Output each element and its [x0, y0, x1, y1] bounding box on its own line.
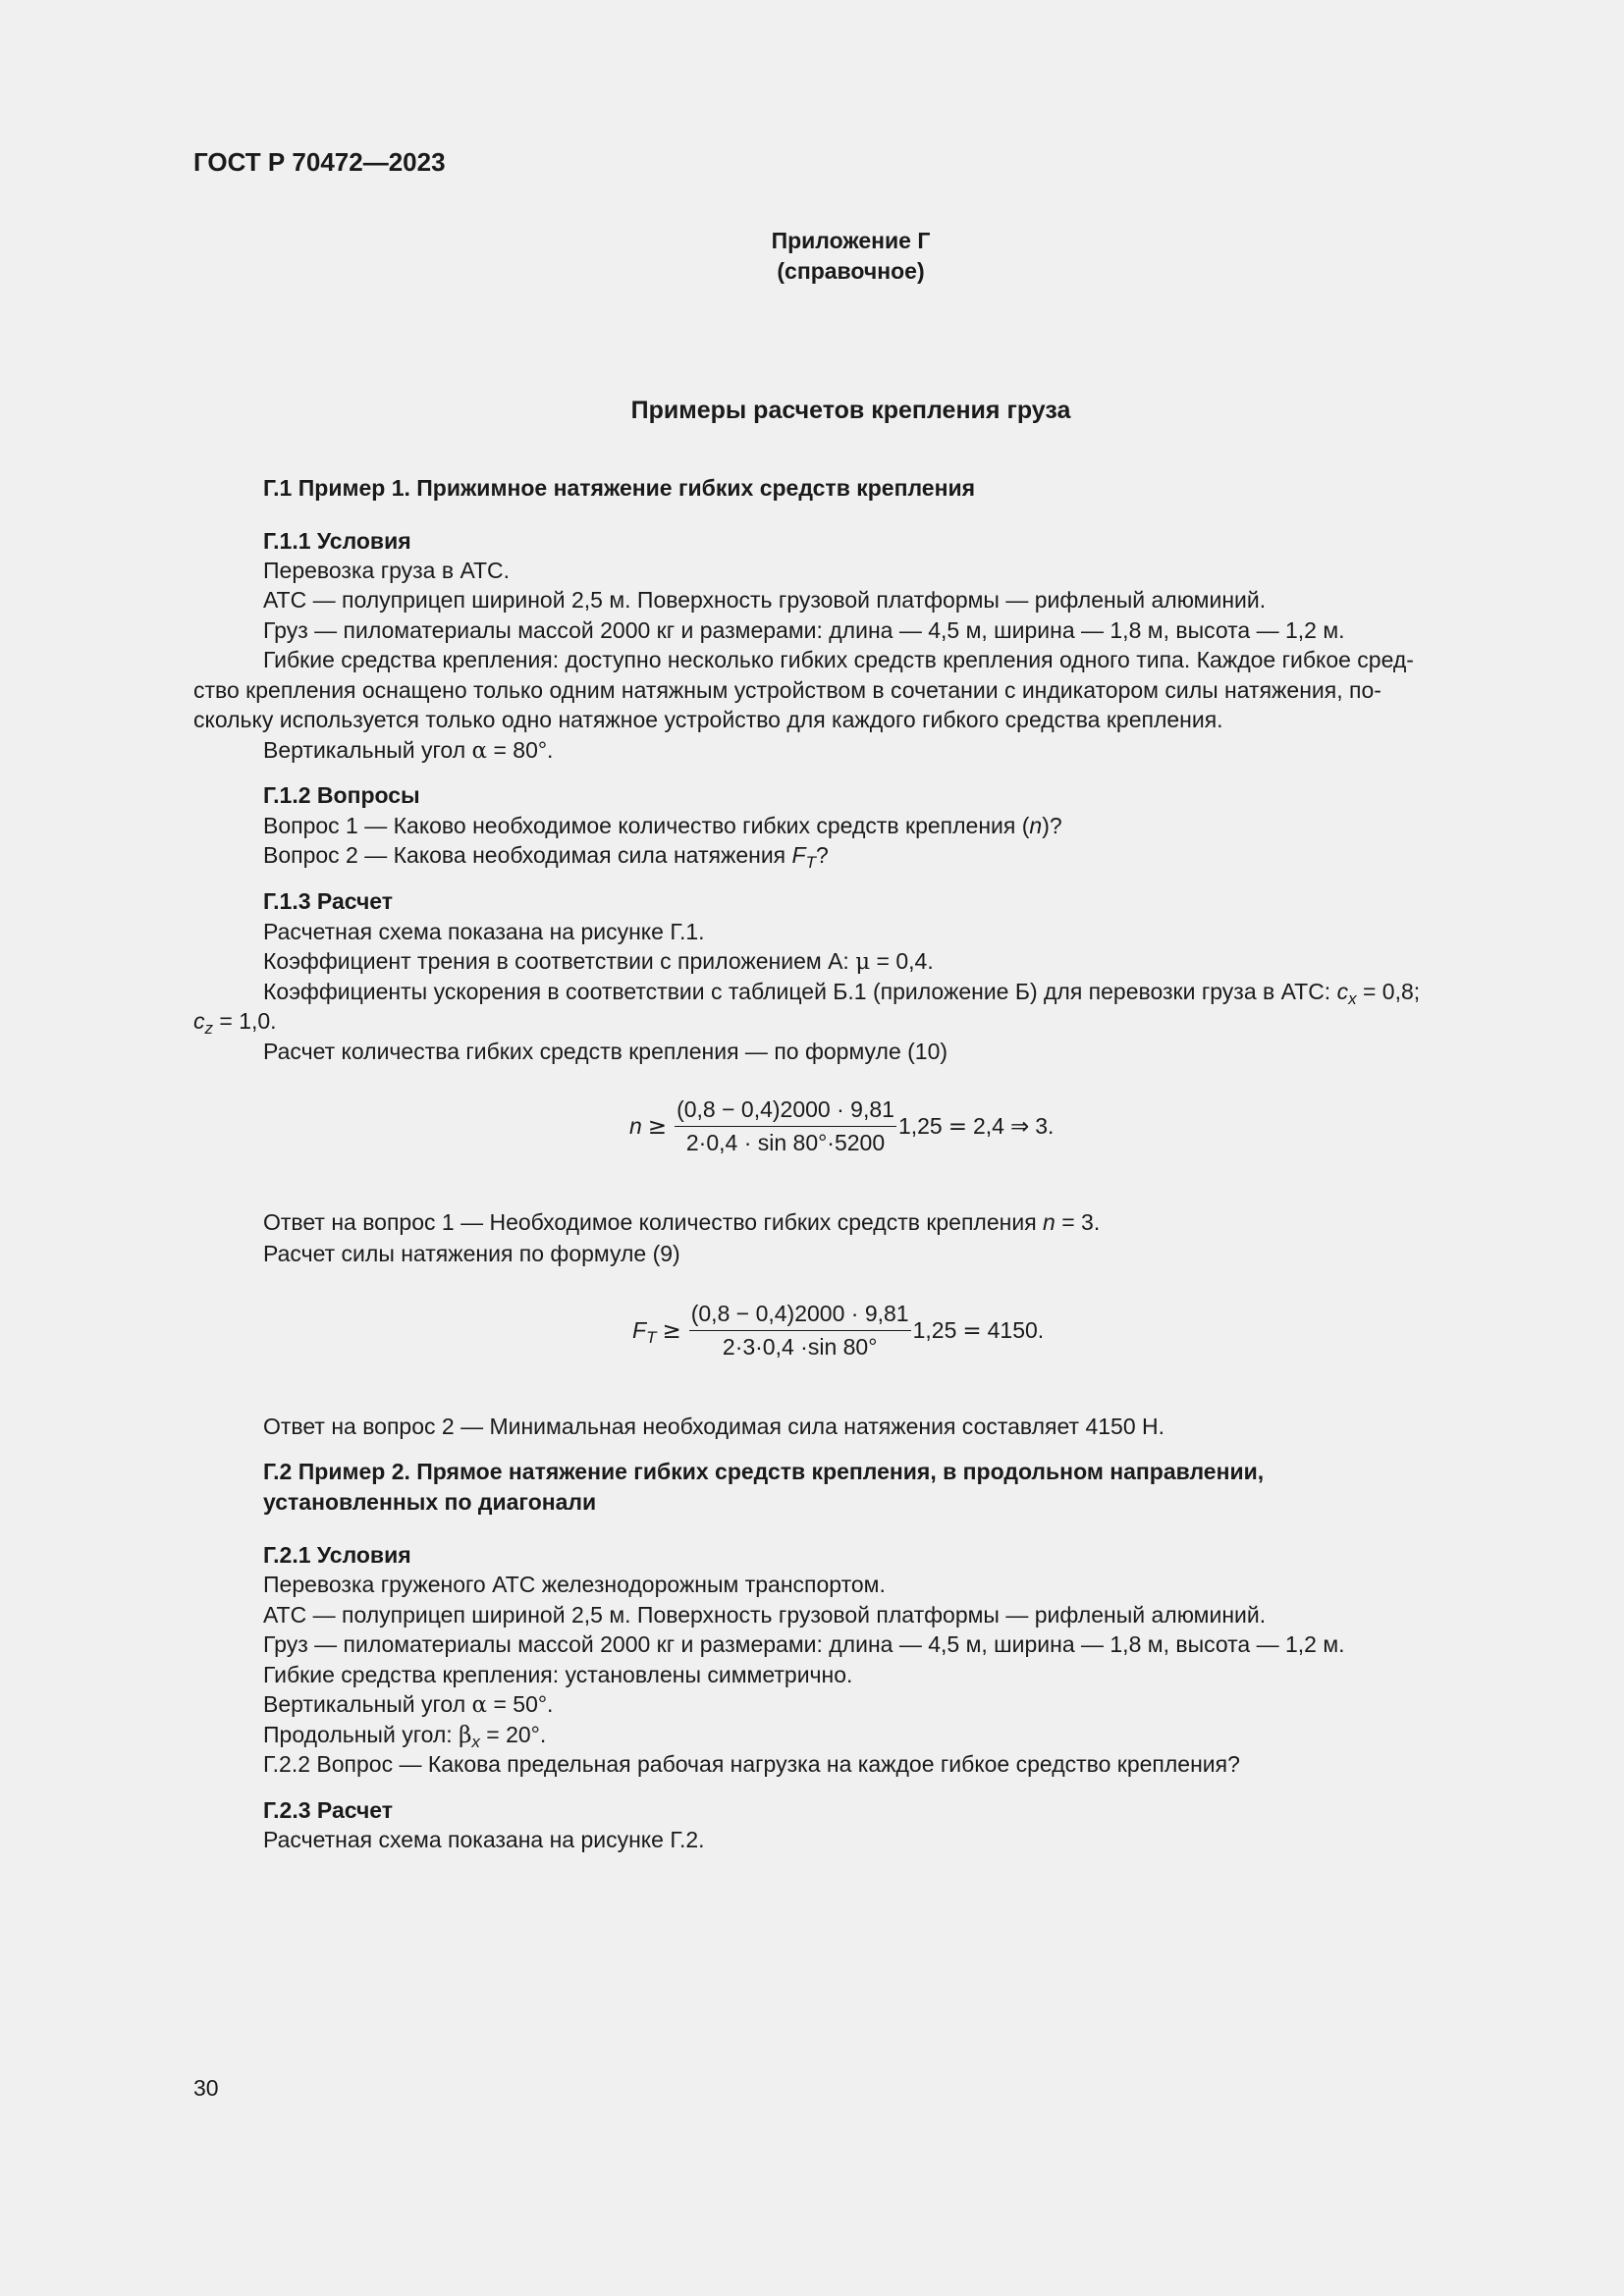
g22-question: Г.2.2 Вопрос — Какова предельная рабочая нагрузка на каждое гибкое средство крепления? — [263, 1751, 1240, 1777]
g21-heading: Г.2.1 Условия — [263, 1542, 411, 1568]
formula1-rel: ≥ — [647, 1113, 668, 1140]
cx-sub: x — [1348, 989, 1357, 1008]
g11-line3: Груз — пиломатериалы массой 2000 кг и размерами: длина — 4,5 м, ширина — 1,8 м, высота — 1,2 м. — [263, 617, 1345, 643]
g21-line3: Груз — пиломатериалы массой 2000 кг и размерами: длина — 4,5 м, ширина — 1,8 м, высота — 1,2 м. — [263, 1631, 1345, 1657]
g11-line1: Перевозка груза в АТС. — [263, 558, 511, 583]
g21-line1: Перевозка груженого АТС железнодорожным транспортом. — [263, 1572, 886, 1597]
appendix-title: Приложение Г — [771, 228, 931, 253]
formula1-denominator: 2·0,4 · sin 80°·5200 — [685, 1130, 886, 1155]
cx-val: = 0,8; — [1356, 979, 1421, 1004]
force-line: Расчет силы натяжения по формуле (9) — [263, 1241, 680, 1266]
g21-beta-sub: x — [471, 1733, 480, 1751]
formula1-implies: ⇒ — [1009, 1113, 1030, 1140]
cz-var: c — [193, 1008, 205, 1034]
formula-force — [632, 1301, 1044, 1361]
formula2-result: 4150. — [987, 1317, 1045, 1343]
g21-angle-prefix: Вертикальный угол — [263, 1691, 472, 1717]
g2-heading-line1: Г.2 Пример 2. Прямое натяжение гибких средств крепления, в продольном направлении, — [263, 1459, 1265, 1484]
formula2-lhs — [632, 1317, 657, 1347]
angle-prefix: Вертикальный угол — [263, 737, 472, 763]
acc-prefix: Коэффициенты ускорения в соответствии с таблицей Б.1 (приложение Б) для перевозки груза в АТС: — [263, 979, 1337, 1004]
q2-suffix: ? — [815, 842, 829, 868]
formula1-eq: = — [947, 1113, 967, 1140]
q1-suffix: )? — [1042, 813, 1062, 838]
g21-alpha-symbol: α — [471, 1692, 488, 1718]
cx-var: c — [1336, 979, 1349, 1004]
q1-var: n — [1029, 813, 1043, 838]
answer1-prefix: Ответ на вопрос 1 — Необходимое количество гибких средств крепления — [263, 1209, 1044, 1235]
g11-line2: АТС — полуприцеп шириной 2,5 м. Поверхность грузовой платформы — рифленый алюминий. — [263, 587, 1267, 613]
g13-acceleration-line-a — [263, 977, 1420, 1007]
mu-suffix: = 0,4. — [870, 948, 934, 974]
g21-long-suffix: = 20°. — [479, 1722, 547, 1747]
formula2-lhs-sub: T — [646, 1328, 657, 1347]
formula1-result: 2,4 — [972, 1113, 1004, 1139]
cz-sub: z — [204, 1019, 213, 1038]
g11-para-line-c: скольку используется только одно натяжное устройство для каждого гибкого средства крепления. — [193, 707, 1223, 732]
answer1-var: n — [1043, 1209, 1056, 1235]
formula1-final: 3. — [1035, 1113, 1055, 1139]
g12-question2 — [263, 840, 829, 871]
mu-symbol: μ — [855, 949, 871, 975]
formula2-lhs-var: F — [632, 1317, 647, 1343]
q1-prefix: Вопрос 1 — Каково необходимое количество гибких средств крепления ( — [263, 813, 1030, 838]
g2-heading-line2: установленных по диагонали — [263, 1489, 597, 1515]
formula2-rel: ≥ — [662, 1317, 681, 1344]
g13-heading: Г.1.3 Расчет — [263, 888, 394, 914]
page-number: 30 — [193, 2075, 219, 2101]
formula-count — [629, 1096, 1054, 1156]
g21-line4: Гибкие средства крепления: установлены симметрично. — [263, 1662, 853, 1687]
standard-header: ГОСТ Р 70472—2023 — [193, 147, 446, 177]
formula2-fraction — [689, 1301, 911, 1361]
g23-line1: Расчетная схема показана на рисунке Г.2. — [263, 1827, 705, 1852]
g13-friction — [263, 946, 934, 978]
answer1 — [263, 1207, 1100, 1238]
q2-prefix: Вопрос 2 — Какова необходимая сила натяжения — [263, 842, 792, 868]
g21-long-prefix: Продольный угол: — [263, 1722, 460, 1747]
formula2-eq: = — [962, 1317, 982, 1344]
formula1-numerator: (0,8 − 0,4)2000 · 9,81 — [675, 1096, 896, 1127]
q2-sub: T — [805, 853, 816, 872]
g11-para-line-b: ство крепления оснащено только одним натяжным устройством в сочетании с индикатором силы натяжения, по- — [193, 677, 1381, 703]
formula1-lhs: n — [629, 1113, 642, 1139]
g11-vertical-angle — [263, 735, 553, 767]
g21-angle-suffix: = 50°. — [487, 1691, 554, 1717]
angle-suffix: = 80°. — [487, 737, 554, 763]
formula2-factor: 1,25 — [912, 1317, 957, 1343]
g21-beta-symbol: β — [459, 1723, 472, 1748]
q2-var: F — [791, 842, 806, 868]
answer1-suffix: = 3. — [1055, 1209, 1101, 1235]
g23-heading: Г.2.3 Расчет — [263, 1797, 394, 1823]
formula2-denominator: 2·3·0,4 ·sin 80° — [722, 1334, 878, 1360]
g21-longitudinal-angle — [263, 1720, 546, 1751]
appendix-subtitle: (справочное) — [777, 258, 925, 284]
formula1-factor: 1,25 — [897, 1113, 943, 1139]
g21-line2: АТС — полуприцеп шириной 2,5 м. Поверхность грузовой платформы — рифленый алюминий. — [263, 1602, 1267, 1628]
formula1-fraction — [675, 1096, 896, 1156]
g11-para-line-a: Гибкие средства крепления: доступно несколько гибких средств крепления одного типа. Каждое гибкое сред- — [263, 647, 1414, 672]
g12-question1 — [263, 811, 1062, 841]
g21-vertical-angle — [263, 1689, 553, 1721]
mu-prefix: Коэффициент трения в соответствии с приложением А: — [263, 948, 856, 974]
g13-line1: Расчетная схема показана на рисунке Г.1. — [263, 919, 705, 944]
answer2: Ответ на вопрос 2 — Минимальная необходимая сила натяжения составляет 4150 Н. — [263, 1414, 1165, 1439]
formula2-numerator: (0,8 − 0,4)2000 · 9,81 — [689, 1301, 911, 1331]
alpha-symbol: α — [471, 738, 488, 764]
g12-heading: Г.1.2 Вопросы — [263, 782, 420, 808]
section-title: Примеры расчетов крепления груза — [630, 397, 1071, 424]
g13-acceleration-line-b — [193, 1006, 277, 1037]
g1-heading: Г.1 Пример 1. Прижимное натяжение гибких средств крепления — [263, 475, 976, 501]
g13-count-line: Расчет количества гибких средств крепления — по формуле (10) — [263, 1039, 948, 1064]
cz-val: = 1,0. — [213, 1008, 277, 1034]
g11-heading: Г.1.1 Условия — [263, 528, 411, 554]
